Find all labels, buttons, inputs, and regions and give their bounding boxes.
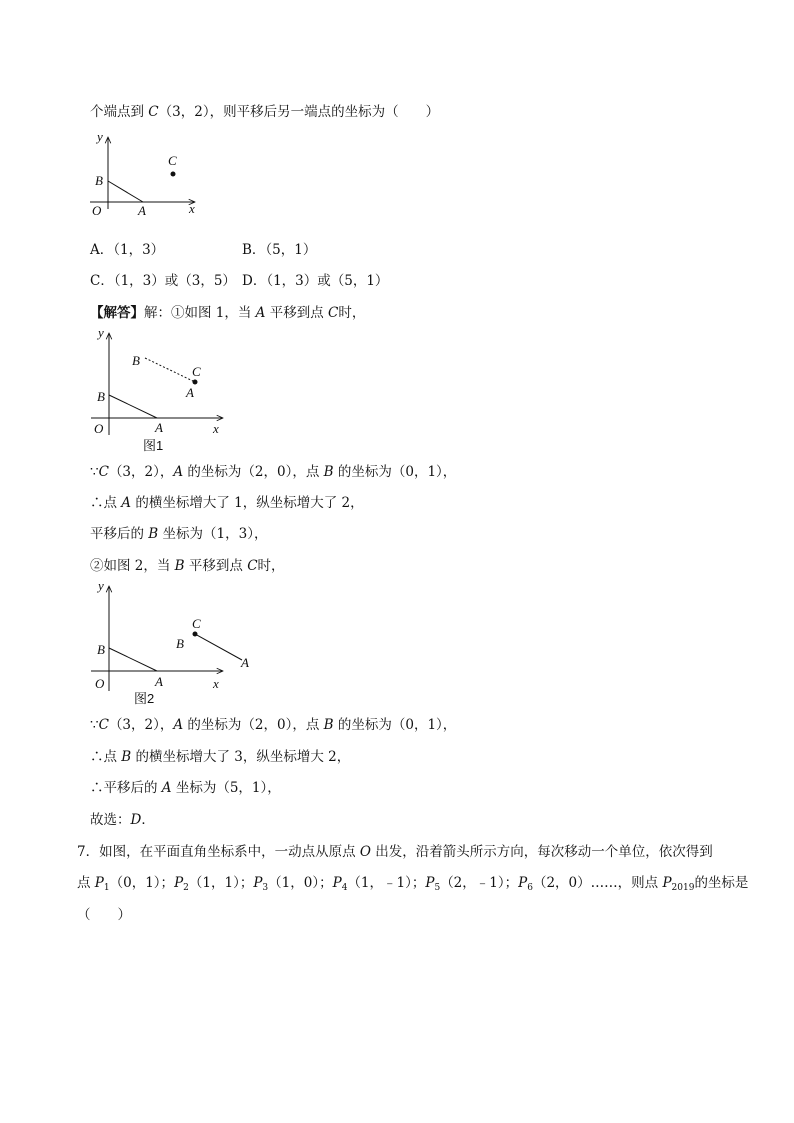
b-translated-label: B	[176, 636, 184, 651]
option-d: D．（1，3）或（5，1）	[242, 273, 389, 289]
point-p1: $P_1(0$，1）；	[94, 875, 175, 893]
solution-line-1: 【解答】解：①如图 1，当 A 平移到点 C时，	[90, 305, 366, 321]
c-label: C	[192, 616, 201, 631]
point-p2019: $P_{2019}$	[662, 875, 695, 893]
figure-2-caption: 图2	[134, 691, 155, 706]
solution-line-6: ∵C（3，2），A 的坐标为（2，0），点 B 的坐标为（0，1），	[90, 717, 457, 733]
point-c-dot	[193, 632, 198, 637]
solution-line-9: 故选：D．	[90, 812, 155, 828]
b-label: B	[95, 173, 103, 188]
figure-2	[85, 578, 260, 708]
translated-segment	[145, 358, 195, 382]
a-translated-label: A	[241, 655, 249, 670]
point-p4: $P_4(1$，﹣1）；	[332, 875, 426, 893]
b-label: B	[97, 389, 105, 404]
solution-line-7: ∴点 B 的横坐标增大了 3，纵坐标增大 2，	[90, 749, 351, 765]
solution-line-2: ∵C（3，2），A 的坐标为（2，0），点 B 的坐标为（0，1），	[90, 464, 457, 480]
origin-label: O	[94, 421, 104, 436]
question-7-line-3: （ ）	[77, 907, 131, 923]
question-7-line-1: 7．如图，在平面直角坐标系中，一动点从原点 O 出发，沿着箭头所示方向，每次移动一个单位，依次得到	[77, 844, 713, 860]
point-c-dot	[171, 172, 176, 177]
a-label: A	[138, 203, 146, 218]
translated-segment	[195, 634, 242, 660]
option-b: B．（5，1）	[242, 242, 317, 258]
point-p3: $P_3(1$，0）；	[253, 875, 333, 893]
solution-line-4: 平移后的 B 坐标为（1，3），	[90, 526, 268, 542]
y-label: y	[97, 129, 103, 144]
question-intro: 个端点到 C（3，2），则平移后另一端点的坐标为（ ）	[90, 104, 440, 120]
y-label: y	[98, 578, 104, 593]
solution-line-5: ②如图 2，当 B 平移到点 C时，	[90, 558, 285, 574]
a-label: A	[155, 420, 163, 435]
segment-ab	[109, 395, 157, 418]
point-p5: $P_5(2$，﹣1）；	[425, 875, 519, 893]
option-a: A．（1，3）	[90, 242, 165, 258]
x-label: x	[213, 421, 219, 436]
solution-line-8: ∴平移后的 A 坐标为（5，1），	[90, 780, 281, 796]
point-p2: $P_2(1$，1）；	[174, 875, 254, 893]
c-label: C	[168, 153, 177, 168]
figure-1-caption: 图1	[143, 438, 164, 453]
a-translated-label: A	[186, 385, 194, 400]
solution-line-3: ∴点 A 的横坐标增大了 1，纵坐标增大了 2，	[90, 495, 364, 511]
b-translated-label: B	[132, 353, 140, 368]
b-label: B	[97, 642, 105, 657]
a-label: A	[155, 674, 163, 689]
c-label: C	[192, 364, 201, 379]
segment-ab	[109, 648, 157, 671]
x-label: x	[189, 201, 195, 216]
question-figure	[85, 127, 215, 227]
segment-ab	[108, 181, 143, 202]
question-7-line-2: 点 $P_1(0$，1）；$P_2(1$，1）；$P_3(1$，0）；$P_4(1$，﹣1）；$P_5(2$，﹣1）；$P_6(2$，0）……，则点 $P_{2019}$的坐标是	[77, 875, 749, 893]
point-c-dot	[193, 380, 198, 385]
x-label: x	[213, 676, 219, 691]
origin-label: O	[92, 203, 102, 218]
origin-label: O	[95, 676, 105, 691]
option-c: C．（1，3）或（3，5）	[90, 273, 236, 289]
point-p6: $P_6(2$，0）……，则点	[518, 875, 663, 893]
figure-1	[85, 325, 245, 455]
y-label: y	[98, 325, 104, 340]
